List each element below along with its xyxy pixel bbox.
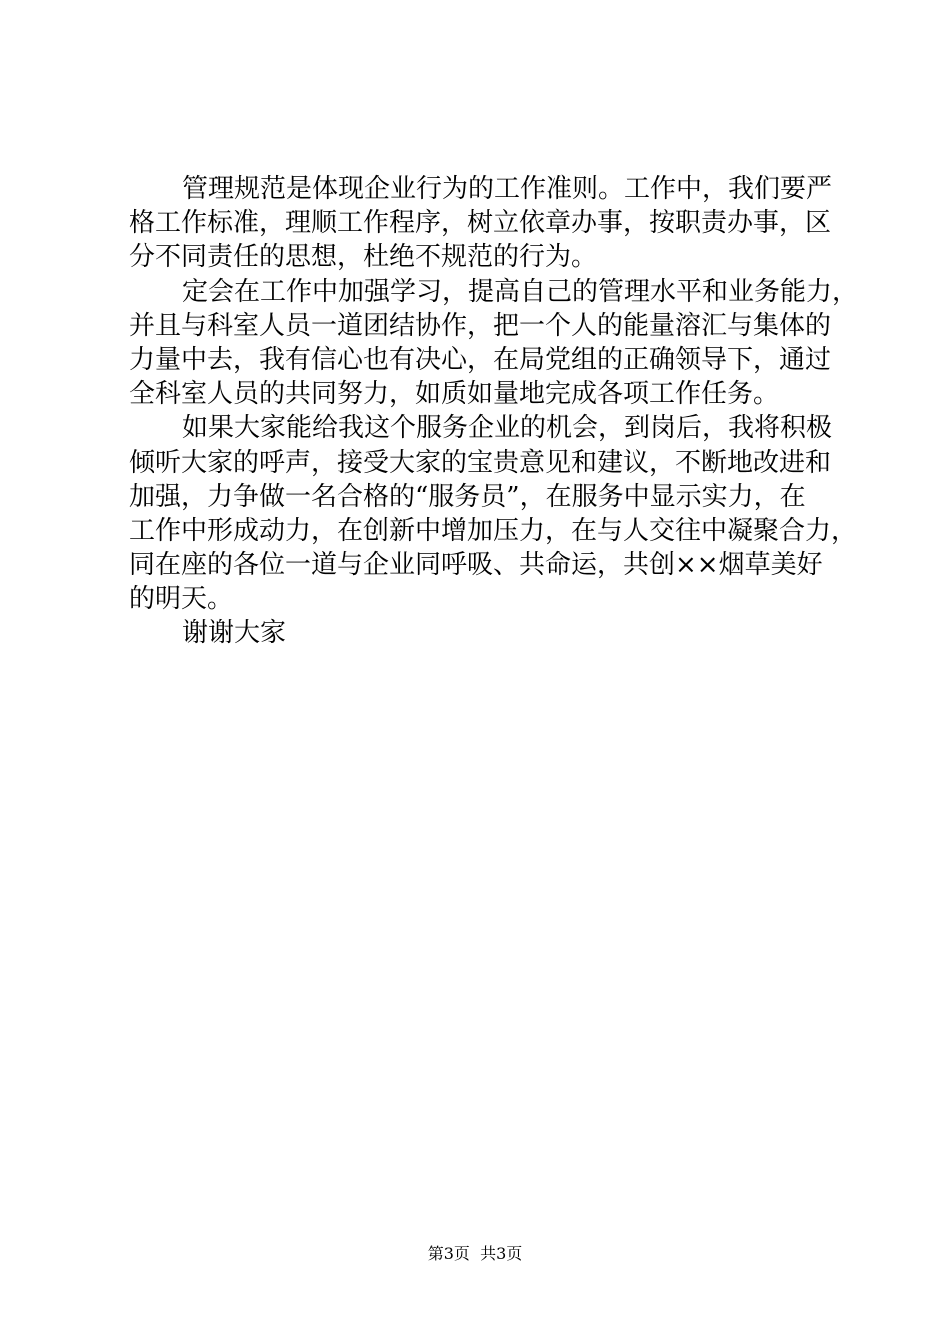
paragraph-line: 的明天。 [129,584,234,615]
paragraph-closing-thanks [129,616,841,650]
paragraph-management-standards [129,172,841,275]
paragraph-line: 加强，力争做一名合格的“服务员”，在服务中显示实力，在 [129,481,806,512]
page-number-footer: 第3页 共3页 [427,1244,523,1263]
paragraph-line: 管理规范是体现企业行为的工作准则。工作中，我们要严 [182,174,833,204]
paragraph-line: 定会在工作中加强学习，提高自己的管理水平和业务能力， [182,276,859,307]
paragraph-line: 全科室人员的共同努力，如质如量地完成各项工作任务。 [129,379,780,410]
document-body [129,172,859,651]
paragraph-line: 工作中形成动力，在创新中增加压力，在与人交往中凝聚合力， [129,515,858,546]
paragraph-line: 同在座的各位一道与企业同呼吸、共命运，共创××烟草美好 [129,550,823,581]
paragraph-line: 分不同责任的思想，杜绝不规范的行为。 [129,242,598,273]
paragraph-line: 倾听大家的呼声，接受大家的宝贵意见和建议，不断地改进和 [129,447,832,478]
paragraph-line: 力量中去，我有信心也有决心，在局党组的正确领导下，通过 [129,344,832,375]
paragraph-learning-commitment [129,275,859,412]
paragraph-line: 如果大家能给我这个服务企业的机会，到岗后，我将积极 [182,413,833,444]
paragraph-line: 格工作标准，理顺工作程序，树立依章办事，按职责办事，区 [129,208,832,239]
paragraph-line: 并且与科室人员一道团结协作，把一个人的能量溶汇与集体的 [129,310,832,341]
paragraph-service-pledge [129,411,858,616]
closing-line: 谢谢大家 [182,618,287,649]
